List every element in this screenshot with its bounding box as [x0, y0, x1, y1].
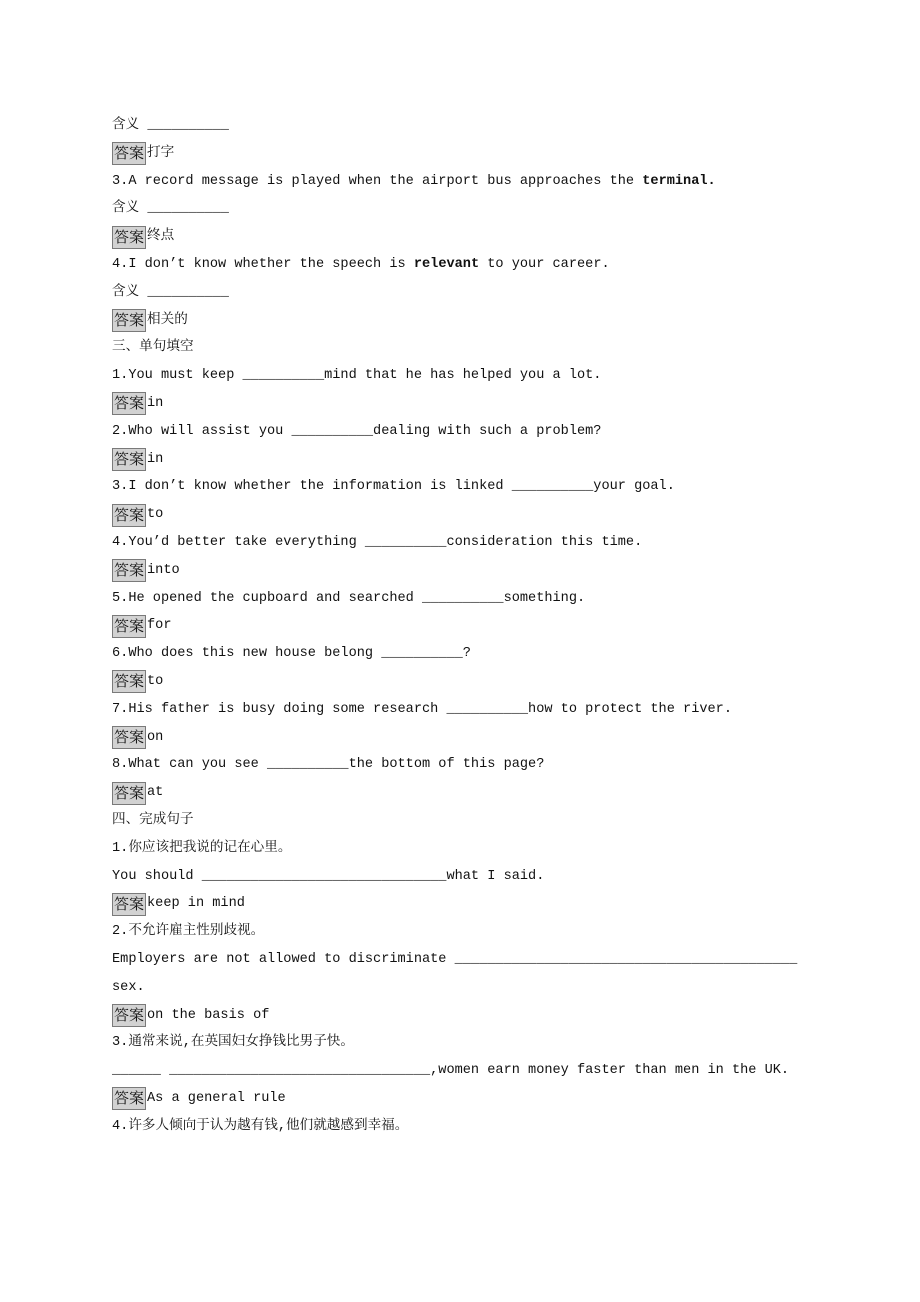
answer-text: in [147, 451, 164, 467]
answer-line [112, 779, 812, 807]
line-text: 3.I don’t know whether the information is linked __________your goal. [112, 479, 675, 495]
answer-line [112, 390, 812, 418]
text-line [112, 863, 812, 891]
bold-keyword: relevant [413, 256, 480, 272]
line-text: 3.A record message is played when the airport bus approaches the [112, 173, 643, 189]
text-line [112, 529, 812, 557]
answer-badge: 答案 [112, 893, 146, 916]
answer-text: in [147, 395, 164, 411]
text-line [112, 473, 812, 501]
line-text: 含义 __________ [112, 284, 229, 300]
text-line [112, 112, 812, 140]
answer-badge: 答案 [112, 226, 146, 249]
line-text: 4.You’d better take everything __________consideration this time. [112, 534, 643, 550]
answer-text: at [147, 785, 164, 801]
line-text: sex. [112, 979, 145, 995]
text-line [112, 696, 812, 724]
line-text: 2.不允许雇主性别歧视。 [112, 924, 265, 940]
answer-badge: 答案 [112, 559, 146, 582]
text-line [112, 835, 812, 863]
line-text: 3.通常来说,在英国妇女挣钱比男子快。 [112, 1035, 354, 1051]
answer-badge: 答案 [112, 392, 146, 415]
line-text: Employers are not allowed to discriminate __________________________________________ [112, 951, 798, 967]
text-line [112, 418, 812, 446]
line-text: 7.His father is busy doing some research __________how to protect the river. [112, 701, 732, 717]
text-line [112, 195, 812, 223]
answer-line [112, 557, 812, 585]
answer-badge: 答案 [112, 1087, 146, 1110]
text-line [112, 751, 812, 779]
answer-text: for [147, 618, 172, 634]
answer-line [112, 890, 812, 918]
line-text: 6.Who does this new house belong __________? [112, 646, 471, 662]
answer-text: 相关的 [147, 312, 188, 328]
text-line [112, 1057, 812, 1085]
answer-badge: 答案 [112, 1004, 146, 1027]
answer-badge: 答案 [112, 142, 146, 165]
answer-badge: 答案 [112, 726, 146, 749]
answer-text: 打字 [147, 145, 175, 161]
answer-line [112, 446, 812, 474]
answer-line [112, 140, 812, 168]
answer-text: into [147, 562, 180, 578]
line-text: to your career. [479, 256, 610, 272]
text-line [112, 362, 812, 390]
line-text: 三、单句填空 [112, 340, 194, 356]
line-text: 4.许多人倾向于认为越有钱,他们就越感到幸福。 [112, 1118, 409, 1134]
line-text: ______ ________________________________,women earn money faster than men in the UK. [112, 1063, 790, 1079]
answer-text: to [147, 673, 164, 689]
text-line [112, 918, 812, 946]
text-line [112, 334, 812, 362]
text-line [112, 585, 812, 613]
answer-text: As a general rule [147, 1090, 286, 1106]
answer-badge: 答案 [112, 615, 146, 638]
text-line [112, 168, 812, 196]
answer-line [112, 501, 812, 529]
text-line [112, 946, 812, 974]
answer-text: on [147, 729, 164, 745]
line-text: 1.You must keep __________mind that he has helped you a lot. [112, 368, 602, 384]
answer-line [112, 223, 812, 251]
answer-badge: 答案 [112, 448, 146, 471]
text-line [112, 640, 812, 668]
line-text: 含义 __________ [112, 201, 229, 217]
answer-badge: 答案 [112, 782, 146, 805]
answer-text: to [147, 507, 164, 523]
line-text: 5.He opened the cupboard and searched __________something. [112, 590, 586, 606]
answer-line [112, 307, 812, 335]
answer-badge: 答案 [112, 504, 146, 527]
answer-text: 终点 [147, 229, 175, 245]
line-text: 2.Who will assist you __________dealing with such a problem? [112, 423, 602, 439]
text-line [112, 279, 812, 307]
answer-text: on the basis of [147, 1007, 270, 1023]
text-line [112, 974, 812, 1002]
text-line [112, 1029, 812, 1057]
answer-line [112, 1085, 812, 1113]
answer-line [112, 724, 812, 752]
answer-line [112, 668, 812, 696]
answer-line [112, 1002, 812, 1030]
line-text: 四、完成句子 [112, 812, 194, 828]
text-line [112, 1113, 812, 1141]
line-text: 8.What can you see __________the bottom of this page? [112, 757, 545, 773]
answer-text: keep in mind [147, 896, 245, 912]
answer-line [112, 612, 812, 640]
line-text: 4.I don’t know whether the speech is [112, 256, 414, 272]
line-text: 含义 __________ [112, 118, 229, 133]
document-body [112, 112, 812, 1140]
line-text: 1.你应该把我说的记在心里。 [112, 840, 292, 856]
text-line [112, 251, 812, 279]
text-line [112, 807, 812, 835]
bold-keyword: terminal. [642, 173, 716, 189]
line-text: You should ______________________________what I said. [112, 868, 545, 884]
answer-badge: 答案 [112, 670, 146, 693]
answer-badge: 答案 [112, 309, 146, 332]
